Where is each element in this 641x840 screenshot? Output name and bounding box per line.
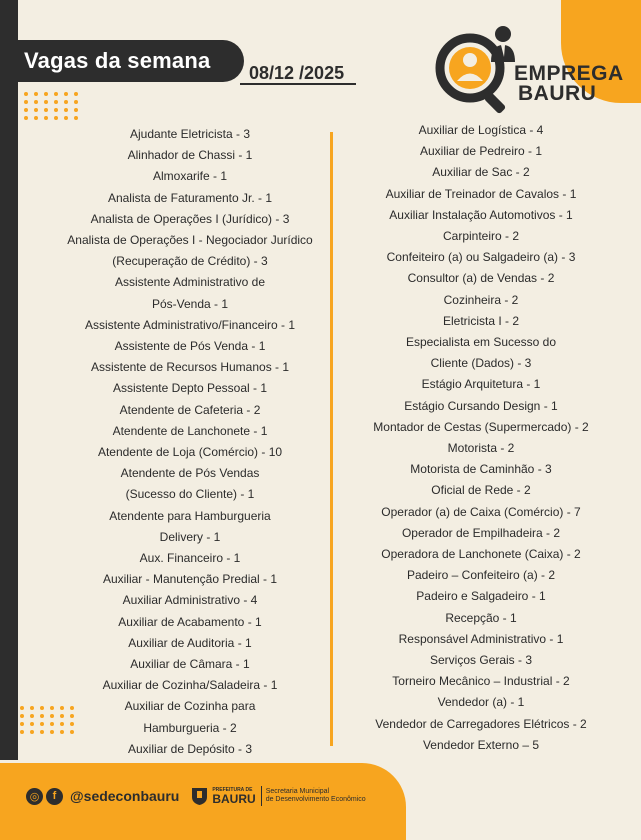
job-list-item: Pós-Venda - 1 [151, 296, 229, 311]
jobs-list-left [62, 124, 318, 760]
decor-dot [50, 730, 54, 734]
job-list-item: Auxiliar de Auditoria - 1 [128, 635, 252, 650]
job-list-item: Recepção - 1 [445, 610, 517, 625]
decor-dot [30, 706, 34, 710]
job-list-item: Analista de Operações I - Negociador Jurídico [67, 233, 313, 248]
decor-dot [24, 92, 28, 96]
job-list-item: Cliente (Dados) - 3 [430, 356, 532, 371]
job-list-item: Vendedor Externo – 5 [422, 737, 540, 752]
job-list-item: Estágio Arquitetura - 1 [421, 377, 541, 392]
decor-dot [54, 116, 58, 120]
job-list-item: Auxiliar de Treinador de Cavalos - 1 [385, 186, 577, 201]
job-list-item: Serviços Gerais - 3 [429, 653, 533, 668]
page-title [0, 40, 244, 82]
job-list-item: Auxiliar de Cozinha para [124, 699, 256, 714]
facebook-icon[interactable]: f [46, 788, 63, 805]
job-list-item: Auxiliar Administrativo - 4 [122, 593, 258, 608]
decor-dot [50, 706, 54, 710]
job-list-item: Atendente de Lanchonete - 1 [112, 423, 268, 438]
job-list-item: Montador de Cestas (Supermercado) - 2 [373, 419, 589, 434]
job-list-item: Atendente de Pós Vendas [120, 466, 260, 481]
job-list-item: Analista de Operações I (Jurídico) - 3 [90, 211, 290, 226]
decor-dot [44, 116, 48, 120]
job-list-item: Vendedor de Carregadores Elétricos - 2 [375, 716, 587, 731]
job-list-item: Atendente de Loja (Comércio) - 10 [97, 445, 283, 460]
job-list-item: Especialista em Sucesso do [405, 335, 557, 350]
job-list-item: Auxiliar de Sac - 2 [432, 165, 530, 180]
decor-dot [24, 116, 28, 120]
decor-dot [64, 108, 68, 112]
decor-dot [64, 116, 68, 120]
decor-dot [44, 108, 48, 112]
decor-dot [74, 92, 78, 96]
prefeitura-label [212, 788, 255, 805]
prefeitura-small: PREFEITURA DE [212, 786, 253, 793]
decor-dot [64, 100, 68, 104]
decor-dot [24, 108, 28, 112]
job-list-item: Motorista - 2 [447, 441, 515, 456]
job-list-item: Motorista de Caminhão - 3 [410, 462, 552, 477]
job-list-item: Operador (a) de Caixa (Comércio) - 7 [381, 504, 581, 519]
bauru-crest-icon [191, 786, 208, 806]
job-list-item: Auxiliar - Manutenção Predial - 1 [102, 572, 278, 587]
decor-dot [24, 100, 28, 104]
decor-dot [64, 92, 68, 96]
job-list-item: Operadora de Lanchonete (Caixa) - 2 [381, 547, 581, 562]
page-title-text: Vagas da semana [24, 48, 211, 73]
job-list-item: Auxiliar de Cozinha/Saladeira - 1 [102, 678, 278, 693]
decor-dot [20, 730, 24, 734]
job-list-item: Assistente Depto Pessoal - 1 [112, 381, 268, 396]
instagram-icon[interactable]: ◎ [26, 788, 43, 805]
job-list-item: Atendente de Cafeteria - 2 [119, 402, 261, 417]
job-list-item: Carpinteiro - 2 [442, 229, 520, 244]
job-list-item: (Sucesso do Cliente) - 1 [125, 487, 255, 502]
footer [26, 784, 366, 808]
job-list-item: (Recuperação de Crédito) - 3 [112, 254, 268, 269]
decor-dot [34, 100, 38, 104]
job-list-item: Auxiliar de Pedreiro - 1 [419, 144, 543, 159]
decor-dot [34, 92, 38, 96]
decor-dot [20, 714, 24, 718]
decor-dot [40, 706, 44, 710]
decor-dot [30, 730, 34, 734]
job-list-item: Oficial de Rede - 2 [431, 483, 531, 498]
job-list-item: Atendente para Hamburgueria [109, 508, 271, 523]
footer-separator [261, 786, 262, 806]
job-list-item: Analista de Faturamento Jr. - 1 [107, 190, 273, 205]
job-list-item: Assistente Administrativo/Financeiro - 1 [84, 317, 296, 332]
decor-dot [30, 722, 34, 726]
job-list-item: Responsável Administrativo - 1 [398, 631, 564, 646]
decor-dot [54, 108, 58, 112]
decor-dot [54, 100, 58, 104]
decor-dot [40, 714, 44, 718]
job-list-item: Eletricista I - 2 [442, 313, 520, 328]
job-list-item: Estágio Cursando Design - 1 [404, 398, 558, 413]
job-list-item: Operador de Empilhadeira - 2 [401, 525, 561, 540]
job-list-item: Assistente Administrativo de [114, 275, 266, 290]
job-list-item: Assistente de Recursos Humanos - 1 [90, 360, 290, 375]
job-list-item: Auxiliar de Acabamento - 1 [118, 614, 262, 629]
decor-dot [74, 108, 78, 112]
decor-dot [74, 116, 78, 120]
job-list-item: Auxiliar de Câmara - 1 [130, 657, 250, 672]
job-list-item: Padeiro e Salgadeiro - 1 [416, 589, 546, 604]
prefeitura-name: BAURU [212, 791, 256, 806]
left-decor-bar [0, 0, 18, 760]
date-underline [240, 83, 356, 85]
job-list-item: Aux. Financeiro - 1 [139, 551, 241, 566]
decor-dot [40, 730, 44, 734]
decor-dot [54, 92, 58, 96]
job-list-item: Confeiteiro (a) ou Salgadeiro (a) - 3 [386, 250, 576, 265]
decor-dot [20, 706, 24, 710]
job-list-item: Hamburgueria - 2 [143, 720, 237, 735]
decor-dot [30, 714, 34, 718]
decor-dot [44, 100, 48, 104]
decor-dot [50, 714, 54, 718]
secretaria-line1: Secretaria Municipal [265, 788, 330, 795]
job-list-item: Auxiliar de Logística - 4 [418, 123, 544, 137]
job-list-item: Almoxarife - 1 [152, 169, 228, 184]
decor-dot [20, 722, 24, 726]
secretaria-line2: de Desenvolvimento Econômico [265, 796, 366, 803]
social-handle[interactable]: @sedeconbauru [70, 788, 180, 804]
date-label: 08/12 /2025 [249, 63, 345, 83]
job-list-item: Padeiro – Confeiteiro (a) - 2 [406, 568, 556, 583]
job-list-item: Ajudante Eletricista - 3 [129, 127, 251, 141]
decor-dot [40, 722, 44, 726]
job-list-item: Alinhador de Chassi - 1 [127, 148, 253, 163]
job-list-item: Auxiliar de Depósito - 3 [127, 741, 253, 756]
jobs-list-right [366, 120, 596, 756]
decor-dot [44, 92, 48, 96]
job-list-item: Assistente de Pós Venda - 1 [114, 339, 266, 354]
job-list-item: Vendedor (a) - 1 [437, 695, 525, 710]
job-list-item: Delivery - 1 [159, 529, 221, 544]
job-list-item: Cozinheira - 2 [443, 292, 519, 307]
decor-dot [34, 116, 38, 120]
job-list-item: Consultor (a) de Vendas - 2 [407, 271, 555, 286]
secretaria-label [266, 788, 366, 804]
logo-text-bauru: BAURU [518, 82, 597, 105]
job-list-item: Torneiro Mecânico – Industrial - 2 [392, 674, 570, 689]
logo-text-emprega: EMPREGA [514, 62, 624, 85]
decor-dot [50, 722, 54, 726]
decor-dot [34, 108, 38, 112]
decor-dot [74, 100, 78, 104]
column-divider [330, 132, 333, 746]
decor-dots-top [24, 92, 80, 120]
job-list-item: Auxiliar Instalação Automotivos - 1 [389, 207, 573, 222]
